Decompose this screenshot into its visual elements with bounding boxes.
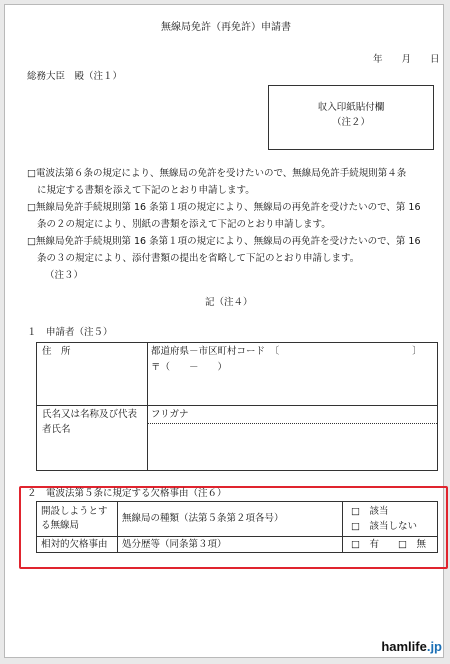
stamp-box-label: 収入印紙貼付欄 [317, 102, 385, 113]
option-3-line2: 条の３の規定により、添付書類の提出を省略して下記のとおり申請します。 [37, 253, 360, 264]
station-type-item: 無線局の種類（法第５条第２項各号） [122, 513, 284, 524]
option-3-line1[interactable]: □無線局免許手続規則第 16 条第１項の規定により、無線局の再免許を受けたいので、第 16 [27, 236, 421, 247]
logo-suffix: .jp [426, 639, 442, 654]
address-label: 住 所 [42, 346, 71, 357]
section1-heading: １ 申請者（注５） [27, 327, 113, 338]
disq-col-line-1 [117, 502, 118, 552]
applicable-checkbox[interactable]: □ 該当 [351, 506, 389, 517]
applicant-table [36, 342, 438, 471]
row1-label: 開設しようとす [41, 506, 108, 517]
note-3: （注３） [45, 270, 84, 281]
name-label-continued: 者氏名 [42, 424, 71, 435]
address-code-field[interactable]: 都道府県－市区町村コード 〔 〕 [151, 346, 422, 357]
revenue-stamp-box [268, 85, 434, 150]
application-type-options [27, 165, 447, 284]
option-1-line1[interactable]: □電波法第６条の規定により、無線局の免許を受けたいので、無線局免許手続規則第４条 [27, 168, 407, 179]
disq-col-line-2 [342, 502, 343, 552]
disqualification-table [36, 501, 438, 553]
applicant-table-row-line [37, 405, 437, 406]
application-form-page [4, 4, 444, 658]
ki-heading: 記（注４） [205, 297, 253, 308]
yes-no-checkboxes[interactable]: □ 有 □ 無 [351, 539, 426, 550]
row2-label: 相対的欠格事由 [41, 539, 108, 550]
disposition-history-item: 処分歴等（同条第３項） [122, 539, 227, 550]
hamlife-logo [381, 639, 442, 654]
logo-main: hamlife [381, 639, 427, 654]
furigana-separator [147, 423, 437, 424]
option-2-line2: 条の２の規定により、別紙の書類を添えて下記のとおり申請します。 [37, 219, 331, 230]
option-1-line2: に規定する書類を添えて下記のとおり申請します。 [37, 185, 255, 196]
postal-code-field[interactable]: 〒（ － ） [151, 362, 228, 373]
name-label: 氏名又は名称及び代表 [42, 409, 138, 420]
applicant-table-divider [147, 343, 148, 470]
date-line: 年 月 日 [373, 54, 440, 65]
furigana-field[interactable]: フリガナ [151, 409, 189, 420]
section2-heading: ２ 電波法第５条に規定する欠格事由（注６） [27, 488, 227, 499]
form-title: 無線局免許（再免許）申請書 [161, 22, 291, 33]
option-2-line1[interactable]: □無線局免許手続規則第 16 条第１項の規定により、無線局の再免許を受けたいので、第 16 [27, 202, 421, 213]
disq-row-line [37, 536, 437, 537]
stamp-box-note: （注２） [331, 117, 370, 128]
addressee: 総務大臣 殿（注１） [27, 71, 123, 82]
row1-label-continued: る無線局 [41, 520, 80, 531]
not-applicable-checkbox[interactable]: □ 該当しない [351, 521, 417, 532]
